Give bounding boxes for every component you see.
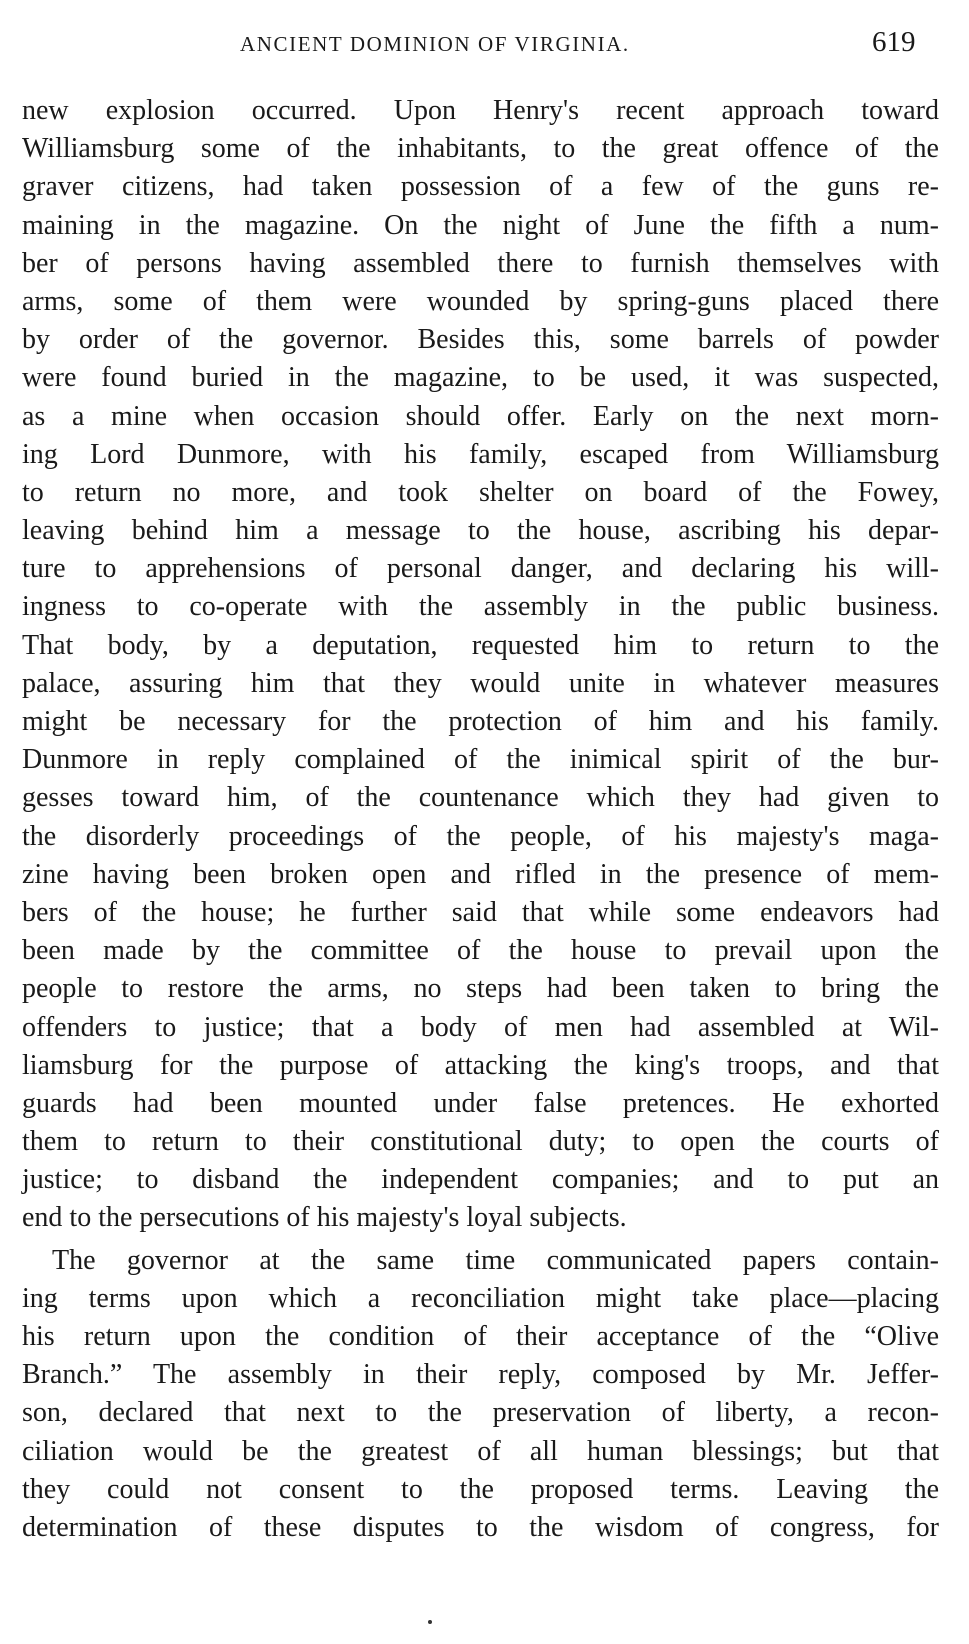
running-title: ANCIENT DOMINION OF VIRGINIA. xyxy=(240,32,630,56)
text-line: his return upon the condition of their acceptance of the “Olive xyxy=(22,1321,939,1352)
text-line: son, declared that next to the preservation of liberty, a recon- xyxy=(22,1397,939,1429)
paragraph-2 xyxy=(22,1242,939,1548)
text-line: zine having been broken open and rifled in the presence of mem- xyxy=(22,858,939,890)
text-line: been made by the committee of the house to prevail upon the xyxy=(22,935,939,967)
text-line: guards had been mounted under false pretences. He exhorted xyxy=(22,1087,939,1119)
text-line: new explosion occurred. Upon Henry's recent approach toward xyxy=(22,95,939,126)
paragraph-1 xyxy=(22,92,939,1238)
body-text xyxy=(22,92,939,1547)
text-line: determination of these disputes to the wisdom of congress, for xyxy=(22,1511,939,1543)
text-line: The governor at the same time communicated papers contain- xyxy=(52,1244,939,1276)
text-line: ture to apprehensions of personal danger, and declaring his will- xyxy=(22,553,939,585)
text-line: palace, assuring him that they would unite in whatever measures xyxy=(22,667,939,699)
text-line: might be necessary for the protection of him and his family. xyxy=(22,706,939,737)
text-line: ciliation would be the greatest of all human blessings; but that xyxy=(22,1435,939,1467)
text-line: maining in the magazine. On the night of June the fifth a num- xyxy=(22,209,939,241)
text-line: to return no more, and took shelter on board of the Fowey, xyxy=(22,476,939,508)
text-line: the disorderly proceedings of the people, of his majesty's maga- xyxy=(22,820,939,852)
text-line: Dunmore in reply complained of the inimical spirit of the bur- xyxy=(22,744,939,776)
text-line: That body, by a deputation, requested him to return to the xyxy=(22,629,939,661)
text-line: justice; to disband the independent companies; and to put an xyxy=(22,1164,939,1196)
page-number: 619 xyxy=(872,26,916,58)
text-line: people to restore the arms, no steps had been taken to bring the xyxy=(22,973,939,1005)
text-line: were found buried in the magazine, to be used, it was suspected, xyxy=(22,362,939,394)
text-line: by order of the governor. Besides this, some barrels of powder xyxy=(22,324,939,356)
text-line: end to the persecutions of his majesty's loyal subjects. xyxy=(22,1202,627,1234)
text-line: ingness to co-operate with the assembly in the public business. xyxy=(22,591,939,623)
text-line: ing terms upon which a reconciliation might take place—placing xyxy=(22,1282,939,1314)
text-line: they could not consent to the proposed terms. Leaving the xyxy=(22,1473,939,1505)
text-line: offenders to justice; that a body of men had assembled at Wil- xyxy=(22,1011,939,1043)
text-line: them to return to their constitutional duty; to open the courts of xyxy=(22,1126,939,1158)
text-line: leaving behind him a message to the house, ascribing his depar- xyxy=(22,515,939,547)
text-line: liamsburg for the purpose of attacking the king's troops, and that xyxy=(22,1049,939,1081)
text-line: Williamsburg some of the inhabitants, to the great offence of the xyxy=(22,133,939,165)
text-line: arms, some of them were wounded by spring-guns placed there xyxy=(22,285,939,317)
running-head xyxy=(0,26,969,66)
text-line: ber of persons having assembled there to furnish themselves with xyxy=(22,247,939,279)
text-line: graver citizens, had taken possession of a few of the guns re- xyxy=(22,171,939,203)
print-speck xyxy=(428,1620,432,1624)
text-line: Branch.” The assembly in their reply, composed by Mr. Jeffer- xyxy=(22,1359,939,1391)
text-line: bers of the house; he further said that while some endeavors had xyxy=(22,896,939,928)
text-line: gesses toward him, of the countenance which they had given to xyxy=(22,782,939,814)
text-line: as a mine when occasion should offer. Early on the next morn- xyxy=(22,400,939,432)
text-line: ing Lord Dunmore, with his family, escaped from Williamsburg xyxy=(22,438,939,470)
